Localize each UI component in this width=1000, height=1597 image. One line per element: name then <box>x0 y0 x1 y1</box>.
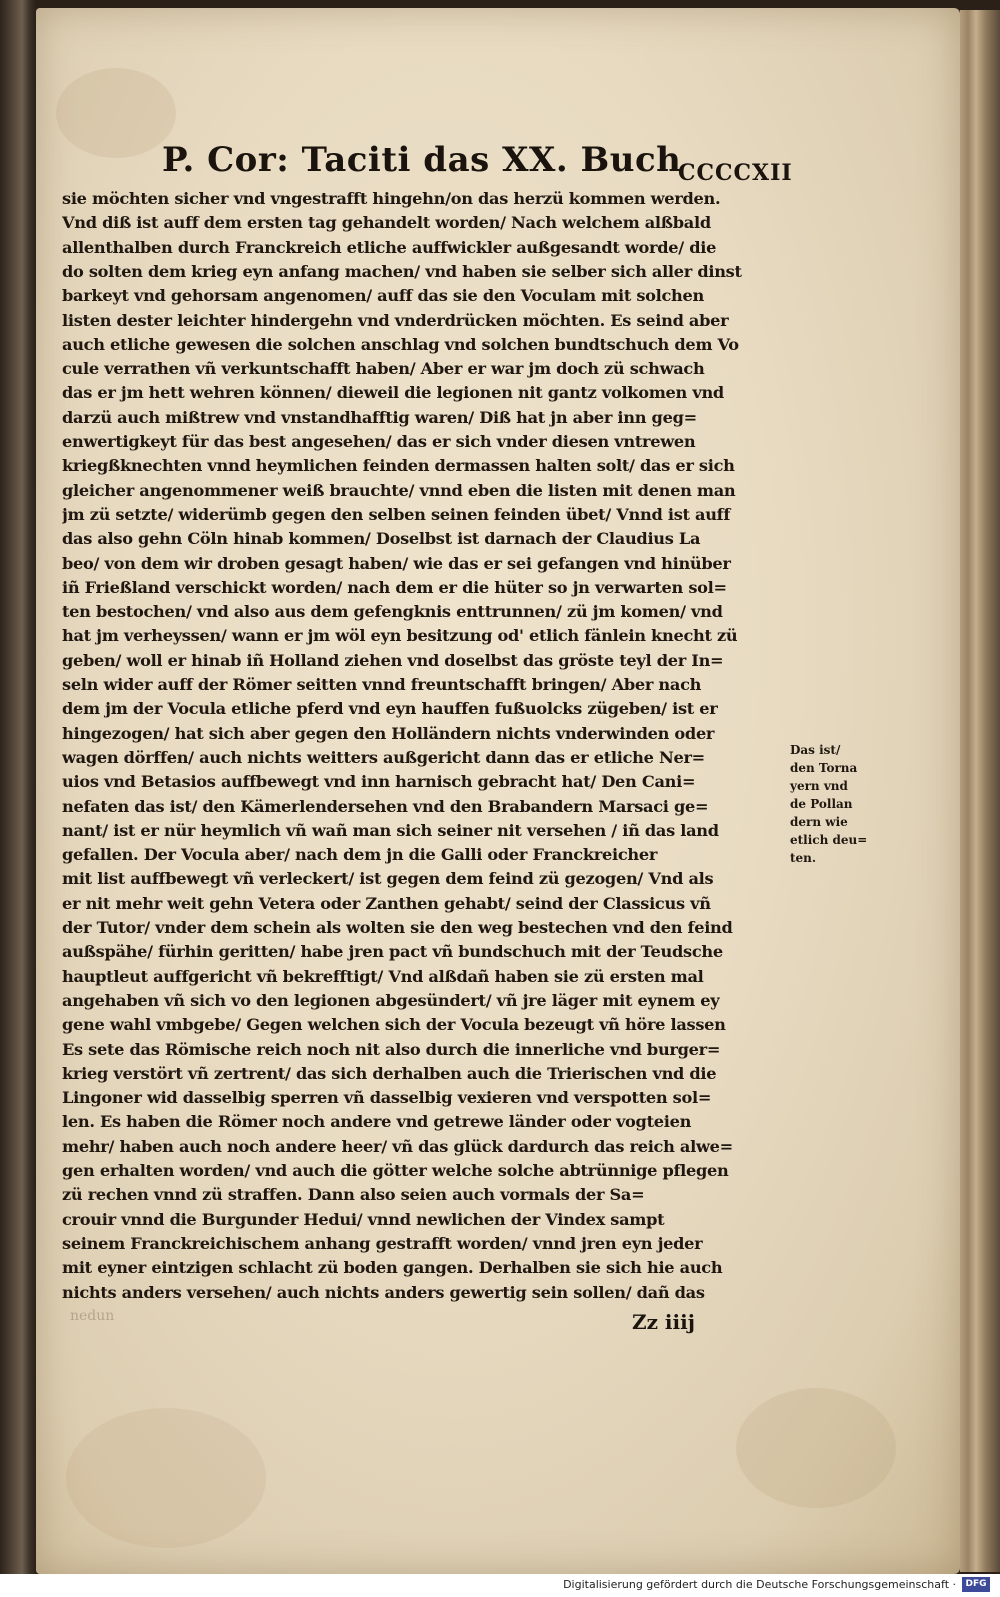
marginal-line: de Pollan <box>790 797 853 811</box>
running-head: P. Cor: Taciti das XX. Buch <box>162 140 682 180</box>
text-line: ten bestochen/ vnd also aus dem gefengknis enttrunnen/ zü jm komen/ vnd <box>62 602 723 621</box>
text-line: außspähe/ fürhin geritten/ habe jren pact vñ bundschuch mit der Teudsche <box>62 942 723 961</box>
marginal-note <box>790 742 890 882</box>
text-line: sie möchten sicher vnd vngestrafft hingehn/on das herzü kommen werden. <box>62 189 721 208</box>
text-line: zü rechen vnnd zü straffen. Dann also seien auch vormals der Sa= <box>62 1185 645 1204</box>
marginal-line: dern wie <box>790 815 848 829</box>
text-line: der Tutor/ vnder dem schein als wolten sie den weg bestechen vnd den feind <box>62 918 733 937</box>
text-line: geben/ woll er hinab iñ Holland ziehen vnd doselbst das gröste teyl der In= <box>62 651 724 670</box>
text-line: gene wahl vmbgebe/ Gegen welchen sich der Vocula bezeugt vñ höre lassen <box>62 1015 726 1034</box>
book-fore-edge <box>960 10 1000 1572</box>
text-line: angehaben vñ sich vo den legionen abgesündert/ vñ jre läger mit eynem ey <box>62 991 720 1010</box>
text-line: gefallen. Der Vocula aber/ nach dem jn die Galli oder Franckreicher <box>62 845 658 864</box>
folio-number: CCCCXII <box>678 160 793 186</box>
text-line: beo/ von dem wir droben gesagt haben/ wie das er sei gefangen vnd hinüber <box>62 554 731 573</box>
text-line: wagen dörffen/ auch nichts weitters außgericht dann das er etliche Ner= <box>62 748 705 767</box>
text-line: kriegßknechten vnnd heymlichen feinden dermassen halten solt/ das er sich <box>62 456 735 475</box>
text-line: iñ Frießland verschickt worden/ nach dem er die hüter so jn verwarten sol= <box>62 578 727 597</box>
text-line: seinem Franckreichischem anhang gestrafft worden/ vnnd jren eyn jeder <box>62 1234 703 1253</box>
text-line: Es sete das Römische reich noch nit also durch die innerliche vnd burger= <box>62 1040 721 1059</box>
text-line: mit list auffbewegt vñ verleckert/ ist gegen dem feind zü gezogen/ Vnd als <box>62 869 714 888</box>
text-line: dem jm der Vocula etliche pferd vnd eyn hauffen fußuolcks zügeben/ ist er <box>62 699 718 718</box>
text-line: crouir vnnd die Burgunder Hedui/ vnnd newlichen der Vindex sampt <box>62 1210 665 1229</box>
text-line: cule verrathen vñ verkuntschafft haben/ Aber er war jm doch zü schwach <box>62 359 705 378</box>
text-line: hat jm verheyssen/ wann er jm wöl eyn besitzung od' etlich fänlein knecht zü <box>62 626 738 645</box>
signature-mark: Zz iiij <box>632 1310 695 1334</box>
text-line: enwertigkeyt für das best angesehen/ das er sich vnder diesen vntrewen <box>62 432 696 451</box>
text-line: len. Es haben die Römer noch andere vnd getrewe länder oder vogteien <box>62 1112 692 1131</box>
text-line: gleicher angenommener weiß brauchte/ vnnd eben die listen mit denen man <box>62 481 736 500</box>
marginal-line: etlich deu= <box>790 833 868 847</box>
dfg-logo: DFG <box>962 1577 990 1592</box>
marginal-line: ten. <box>790 851 817 865</box>
text-line: gen erhalten worden/ vnd auch die götter welche solche abtrünnige pflegen <box>62 1161 729 1180</box>
marginal-line: yern vnd <box>790 779 848 793</box>
marginal-line: Das ist/ <box>790 743 841 757</box>
text-line: mit eyner eintzigen schlacht zü boden gangen. Derhalben sie sich hie auch <box>62 1258 723 1277</box>
text-line: darzü auch mißtrew vnd vnstandhafftig waren/ Diß hat jn aber inn geg= <box>62 408 697 427</box>
text-line: hauptleut auffgericht vñ bekrefftigt/ Vnd alßdañ haben sie zü ersten mal <box>62 967 704 986</box>
text-line: do solten dem krieg eyn anfang machen/ vnd haben sie selber sich aller dinst <box>62 262 742 281</box>
footer-credit: Digitalisierung gefördert durch die Deutsche Forschungsgemeinschaft · <box>563 1578 956 1591</box>
text-line: Vnd diß ist auff dem ersten tag gehandelt worden/ Nach welchem alßbald <box>62 213 711 232</box>
text-line: nichts anders versehen/ auch nichts anders gewertig sein sollen/ dañ das <box>62 1283 705 1302</box>
text-line: mehr/ haben auch noch andere heer/ vñ das glück dardurch das reich alwe= <box>62 1137 733 1156</box>
marginal-line: den Torna <box>790 761 858 775</box>
text-line: Lingoner wid dasselbig sperren vñ dasselbig vexieren vnd verspotten sol= <box>62 1088 712 1107</box>
text-line: krieg verstört vñ zertrent/ das sich derhalben auch die Trierischen vnd die <box>62 1064 717 1083</box>
text-line: auch etliche gewesen die solchen anschlag vnd solchen bundtschuch dem Vo <box>62 335 739 354</box>
text-line: listen dester leichter hindergehn vnd vnderdrücken möchten. Es seind aber <box>62 311 729 330</box>
bleed-through-mark: nedun <box>70 1308 115 1324</box>
text-line: seln wider auff der Römer seitten vnnd freuntschafft bringen/ Aber nach <box>62 675 702 694</box>
text-line: nefaten das ist/ den Kämerlendersehen vnd den Brabandern Marsaci ge= <box>62 797 709 816</box>
text-line: nant/ ist er nür heymlich vñ wañ man sich seiner nit versehen / iñ das land <box>62 821 719 840</box>
body-text-block <box>62 188 802 1318</box>
text-line: allenthalben durch Franckreich etliche auffwickler außgesandt worde/ die <box>62 238 717 257</box>
text-line: uios vnd Betasios auffbewegt vnd inn harnisch gebracht hat/ Den Cani= <box>62 772 696 791</box>
text-line: er nit mehr weit gehn Vetera oder Zanthen gehabt/ seind der Classicus vñ <box>62 894 711 913</box>
text-line: das also gehn Cöln hinab kommen/ Doselbst ist darnach der Claudius La <box>62 529 701 548</box>
text-line: jm zü setzte/ widerümb gegen den selben seinen feinden übet/ Vnnd ist auff <box>62 505 731 524</box>
text-line: das er jm hett wehren können/ dieweil die legionen nit gantz volkomen vnd <box>62 383 724 402</box>
text-line: hingezogen/ hat sich aber gegen den Holländern nichts vnderwinden oder <box>62 724 715 743</box>
text-line: barkeyt vnd gehorsam angenomen/ auff das sie den Voculam mit solchen <box>62 286 704 305</box>
